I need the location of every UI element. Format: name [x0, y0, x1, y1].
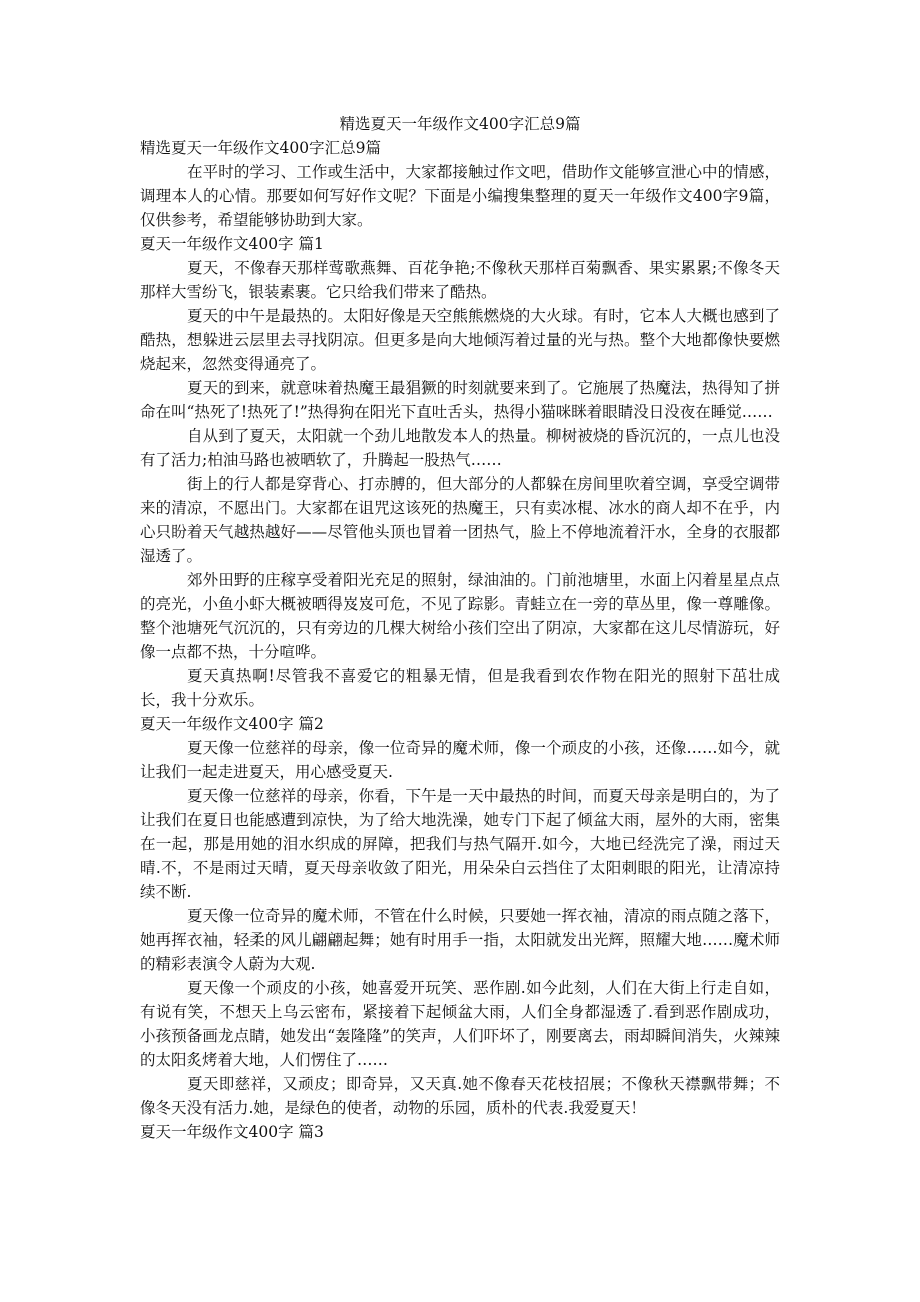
- paragraph: 夏天像一位慈祥的母亲，像一位奇异的魔术师，像一个顽皮的小孩，还像……如今，就让我们一起走进夏天，用心感受夏天.: [140, 739, 780, 781]
- paragraph: 夏天像一位奇异的魔术师，不管在什么时候，只要她一挥衣袖，清凉的雨点随之落下，她再挥衣袖，轻柔的风儿翩翩起舞；她有时用手一指，太阳就发出光辉，照耀大地……魔术师的精彩表演令人蔚为大观.: [140, 907, 780, 973]
- section-heading: 夏天一年级作文400字 篇2: [140, 715, 324, 733]
- document-title: 精选夏天一年级作文400字汇总9篇: [339, 115, 581, 133]
- intro-paragraph: 在平时的学习、工作或生活中，大家都接触过作文吧，借助作文能够宣泄心中的情感，调理本人的心情。那要如何写好作文呢？下面是小编搜集整理的夏天一年级作文400字9篇，仅供参考，希望能够协助到大家。: [140, 163, 780, 229]
- document-body: [140, 136, 780, 1144]
- paragraph: 自从到了夏天，太阳就一个劲儿地散发本人的热量。柳树被烧的昏沉沉的，一点儿也没有了活力;柏油马路也被晒软了，升腾起一股热气……: [140, 427, 780, 469]
- paragraph: 街上的行人都是穿背心、打赤膊的，但大部分的人都躲在房间里吹着空调，享受空调带来的清凉，不愿出门。大家都在诅咒这该死的热魔王，只有卖冰棍、冰水的商人却不在乎，内心只盼着天气越热越好——尽管他头顶也冒着一团热气，脸上不停地流着汗水，全身的衣服都湿透了。: [140, 475, 780, 565]
- paragraph: 夏天，不像春天那样莺歌燕舞、百花争艳;不像秋天那样百菊飘香、果实累累;不像冬天那样大雪纷飞，银装素裹。它只给我们带来了酷热。: [140, 259, 780, 301]
- paragraph: 郊外田野的庄稼享受着阳光充足的照射，绿油油的。门前池塘里，水面上闪着星星点点的亮光，小鱼小虾大概被晒得岌岌可危，不见了踪影。青蛙立在一旁的草丛里，像一尊雕像。整个池塘死气沉沉的，只有旁边的几棵大树给小孩们空出了阴凉，大家都在这儿尽情游玩，好像一点都不热，十分喧哗。: [140, 571, 780, 661]
- paragraph: 夏天像一个顽皮的小孩，她喜爱开玩笑、恶作剧.如今此刻，人们在大街上行走自如，有说有笑，不想天上乌云密布，紧接着下起倾盆大雨，人们全身都湿透了.看到恶作剧成功，小孩预备画龙点睛，她发出“轰隆隆”的笑声，人们吓坏了，刚要离去，雨却瞬间消失，火辣辣的太阳炙烤着大地，人们愣住了……: [140, 979, 780, 1069]
- paragraph: 夏天的到来，就意味着热魔王最猖獗的时刻就要来到了。它施展了热魔法，热得知了拼命在叫“热死了!热死了!”热得狗在阳光下直吐舌头，热得小猫咪眯着眼睛没日没夜在睡觉……: [140, 379, 780, 421]
- section-heading: 夏天一年级作文400字 篇1: [140, 235, 324, 253]
- section-heading: 夏天一年级作文400字 篇3: [140, 1123, 324, 1141]
- paragraph: 夏天真热啊!尽管我不喜爱它的粗暴无情，但是我看到农作物在阳光的照射下茁壮成长，我十分欢乐。: [140, 667, 780, 709]
- paragraph: 夏天的中午是最热的。太阳好像是天空熊熊燃烧的大火球。有时，它本人大概也感到了酷热，想躲进云层里去寻找阴凉。但更多是向大地倾泻着过量的光与热。整个大地都像快要燃烧起来，忽然变得通亮了。: [140, 307, 780, 373]
- subtitle: 精选夏天一年级作文400字汇总9篇: [140, 139, 381, 157]
- paragraph: 夏天像一位慈祥的母亲，你看，下午是一天中最热的时间，而夏天母亲是明白的，为了让我们在夏日也能感遭到凉快，为了给大地洗澡，她专门下起了倾盆大雨，屋外的大雨，密集在一起，那是用她的泪水织成的屏障，把我们与热气隔开.如今，大地已经洗完了澡，雨过天晴.不，不是雨过天晴，夏天母亲收敛了阳光，用朵朵白云挡住了太阳刺眼的阳光，让清凉持续不断.: [140, 787, 780, 901]
- paragraph: 夏天即慈祥，又顽皮；即奇异，又天真.她不像春天花枝招展；不像秋天襟飘带舞；不像冬天没有活力.她，是绿色的使者，动物的乐园，质朴的代表.我爱夏天！: [140, 1075, 780, 1117]
